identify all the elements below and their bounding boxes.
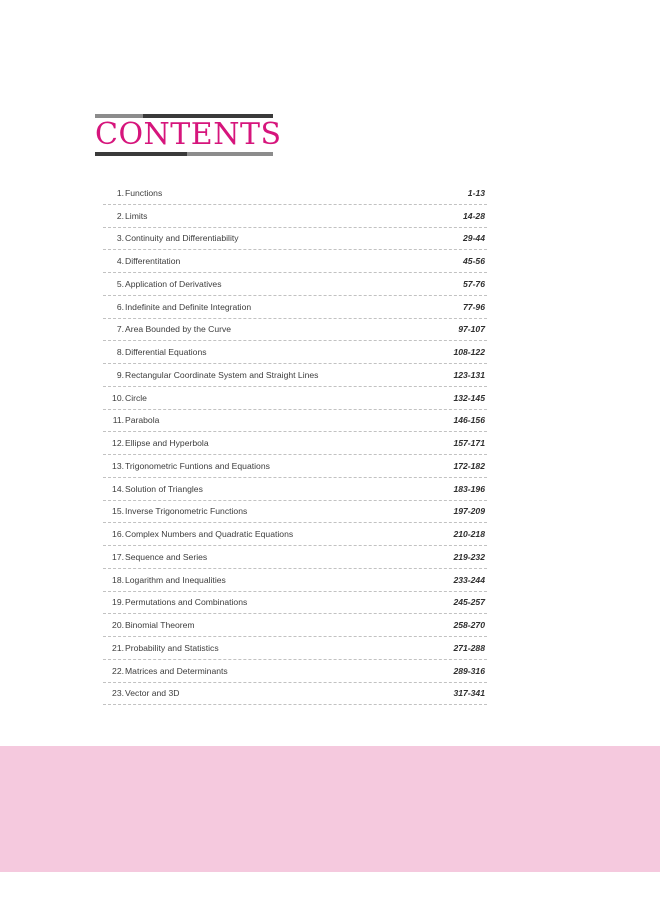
toc-entry-title: Application of Derivatives: [125, 278, 222, 289]
toc-entry-title: Complex Numbers and Quadratic Equations: [125, 529, 294, 540]
toc-entry[interactable]: [103, 637, 487, 660]
footer-band: [0, 746, 660, 872]
toc-entry-pages: 289-316: [453, 665, 485, 676]
toc-entry[interactable]: [103, 319, 487, 342]
toc-entry-title: Limits: [125, 210, 148, 221]
toc-entry-pages: 14-28: [463, 210, 485, 221]
toc-entry-number: 23.: [112, 688, 124, 699]
toc-entry-number: 5.: [116, 278, 124, 289]
toc-entry-pages: 77-96: [463, 301, 485, 312]
toc-entry-title: Vector and 3D: [125, 688, 180, 699]
toc-entry-number: 18.: [112, 574, 124, 585]
toc-entry-title: Indefinite and Definite Integration: [125, 301, 252, 312]
toc-entry[interactable]: [103, 341, 487, 364]
page-title: CONTENTS: [95, 117, 282, 152]
toc-entry[interactable]: [103, 523, 487, 546]
toc-entry-title: Trigonometric Funtions and Equations: [125, 460, 270, 471]
toc-entry-pages: 123-131: [453, 369, 485, 380]
toc-entry-pages: 97-107: [458, 324, 485, 335]
toc-entry-number: 6.: [116, 301, 124, 312]
toc-entry-number: 22.: [112, 665, 124, 676]
toc-entry-title: Logarithm and Inequalities: [125, 574, 226, 585]
toc-entry-pages: 245-257: [453, 597, 485, 608]
toc-entry-number: 10.: [112, 392, 124, 403]
toc-entry[interactable]: [103, 455, 487, 478]
toc-entry-pages: 172-182: [453, 460, 485, 471]
toc-entry[interactable]: [103, 432, 487, 455]
toc-entry-pages: 57-76: [463, 278, 485, 289]
toc-entry-pages: 271-288: [453, 642, 485, 653]
toc-entry-title: Rectangular Coordinate System and Straight Lines: [125, 369, 319, 380]
toc-entry-pages: 157-171: [453, 438, 485, 449]
heading-bottom-rule: [95, 152, 273, 156]
toc-entry-pages: 317-341: [453, 688, 485, 699]
toc-entry-pages: 258-270: [453, 620, 485, 631]
toc-entry[interactable]: [103, 364, 487, 387]
toc-entry-title: Sequence and Series: [125, 551, 208, 562]
toc-entry[interactable]: [103, 296, 487, 319]
toc-entry-pages: 1-13: [467, 187, 485, 198]
toc-entry-number: 21.: [112, 642, 124, 653]
toc-entry-title: Differential Equations: [125, 347, 207, 358]
toc-entry-number: 1.: [116, 187, 124, 198]
toc-entry-number: 20.: [112, 620, 124, 631]
toc-entry-pages: 29-44: [463, 233, 485, 244]
toc-entry-number: 8.: [116, 347, 124, 358]
toc-entry-number: 7.: [116, 324, 124, 335]
toc-entry-number: 19.: [112, 597, 124, 608]
toc-entry-title: Circle: [125, 392, 147, 403]
toc-entry-number: 13.: [112, 460, 124, 471]
toc-entry[interactable]: [103, 569, 487, 592]
toc-entry-title: Parabola: [125, 415, 160, 426]
toc-entry-pages: 132-145: [453, 392, 485, 403]
table-of-contents: [103, 182, 487, 705]
toc-entry-pages: 219-232: [453, 551, 485, 562]
toc-entry[interactable]: [103, 250, 487, 273]
toc-entry-title: Permutations and Combinations: [125, 597, 248, 608]
toc-entry-pages: 108-122: [453, 347, 485, 358]
toc-entry-pages: 183-196: [453, 483, 485, 494]
toc-entry-pages: 210-218: [453, 529, 485, 540]
toc-entry[interactable]: [103, 501, 487, 524]
toc-entry-number: 15.: [112, 506, 124, 517]
toc-entry-number: 16.: [112, 529, 124, 540]
toc-entry-title: Binomial Theorem: [125, 620, 195, 631]
toc-entry-number: 2.: [116, 210, 124, 221]
toc-entry-title: Functions: [125, 187, 163, 198]
toc-entry-number: 14.: [112, 483, 124, 494]
toc-entry[interactable]: [103, 205, 487, 228]
toc-entry[interactable]: [103, 387, 487, 410]
toc-entry-title: Ellipse and Hyperbola: [125, 438, 209, 449]
toc-entry[interactable]: [103, 546, 487, 569]
toc-entry[interactable]: [103, 614, 487, 637]
toc-entry-title: Solution of Triangles: [125, 483, 203, 494]
toc-entry-number: 4.: [116, 256, 124, 267]
toc-entry[interactable]: [103, 660, 487, 683]
toc-entry-title: Continuity and Differentiability: [125, 233, 239, 244]
toc-entry-pages: 45-56: [463, 256, 485, 267]
toc-entry[interactable]: [103, 592, 487, 615]
toc-entry-pages: 146-156: [453, 415, 485, 426]
toc-entry-title: Area Bounded by the Curve: [125, 324, 232, 335]
toc-entry[interactable]: [103, 410, 487, 433]
toc-entry-number: 12.: [112, 438, 124, 449]
toc-entry[interactable]: [103, 273, 487, 296]
toc-entry-number: 3.: [116, 233, 124, 244]
toc-entry[interactable]: [103, 228, 487, 251]
toc-entry-title: Inverse Trigonometric Functions: [125, 506, 248, 517]
toc-entry-number: 11.: [112, 415, 124, 426]
toc-entry-pages: 233-244: [453, 574, 485, 585]
toc-entry-title: Matrices and Determinants: [125, 665, 228, 676]
toc-entry-title: Probability and Statistics: [125, 642, 219, 653]
toc-entry-number: 17.: [112, 551, 124, 562]
toc-entry-number: 9.: [116, 369, 124, 380]
toc-entry[interactable]: [103, 478, 487, 501]
toc-entry-title: Differentitation: [125, 256, 181, 267]
toc-entry[interactable]: [103, 683, 487, 706]
toc-entry-pages: 197-209: [453, 506, 485, 517]
toc-entry[interactable]: [103, 182, 487, 205]
